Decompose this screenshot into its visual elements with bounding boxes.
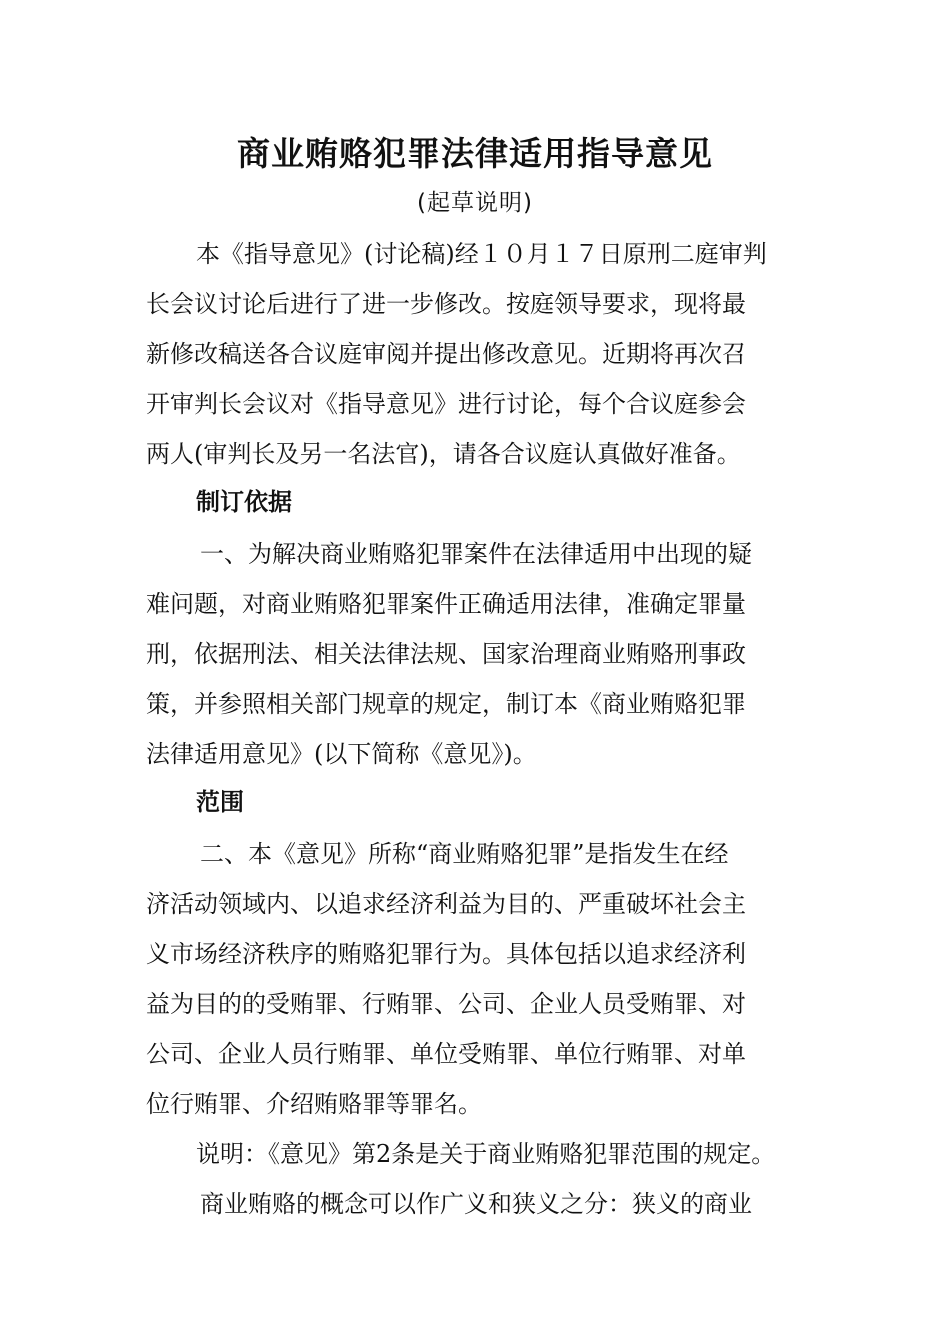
section1-line: 策，并参照相关部门规章的规定，制订本《商业贿赂犯罪: [146, 690, 746, 718]
section2-line: 二、本《意见》所称“商业贿赂犯罪”是指发生在经: [200, 840, 729, 868]
intro-line: 两人(审判长及另一名法官)，请各合议庭认真做好准备。: [146, 440, 741, 468]
section2-line: 位行贿罪、介绍贿赂罪等罪名。: [146, 1090, 482, 1118]
intro-line: 新修改稿送各合议庭审阅并提出修改意见。近期将再次召: [146, 340, 746, 368]
section1-line: 难问题，对商业贿赂犯罪案件正确适用法律，准确定罪量: [146, 590, 746, 618]
section2-line: 益为目的的受贿罪、行贿罪、公司、企业人员受贿罪、对: [146, 990, 746, 1018]
intro-line: 长会议讨论后进行了进一步修改。按庭领导要求，现将最: [146, 290, 746, 318]
section2-line: 义市场经济秩序的贿赂犯罪行为。具体包括以追求经济利: [146, 940, 746, 968]
note-line: 说明：《意见》第2条是关于商业贿赂犯罪范围的规定。: [196, 1140, 776, 1168]
intro-line: 本《指导意见》(讨论稿)经１０月１７日原刑二庭审判: [196, 240, 767, 268]
intro-line: 开审判长会议对《指导意见》进行讨论，每个合议庭参会: [146, 390, 746, 418]
section2-line: 济活动领域内、以追求经济利益为目的、严重破坏社会主: [146, 890, 746, 918]
section1-line: 法律适用意见》(以下简称《意见》)。: [146, 740, 537, 768]
note-line: 商业贿赂的概念可以作广义和狭义之分：狭义的商业: [200, 1190, 752, 1218]
section1-line: 一、为解决商业贿赂犯罪案件在法律适用中出现的疑: [200, 540, 752, 568]
section-heading-basis: 制订依据: [196, 488, 292, 516]
section-heading-scope: 范围: [196, 788, 244, 816]
document-subtitle: (起草说明): [417, 190, 533, 216]
section1-line: 刑，依据刑法、相关法律法规、国家治理商业贿赂刑事政: [146, 640, 746, 668]
document-title: 商业贿赂犯罪法律适用指导意见: [237, 134, 713, 173]
section2-line: 公司、企业人员行贿罪、单位受贿罪、单位行贿罪、对单: [146, 1040, 746, 1068]
